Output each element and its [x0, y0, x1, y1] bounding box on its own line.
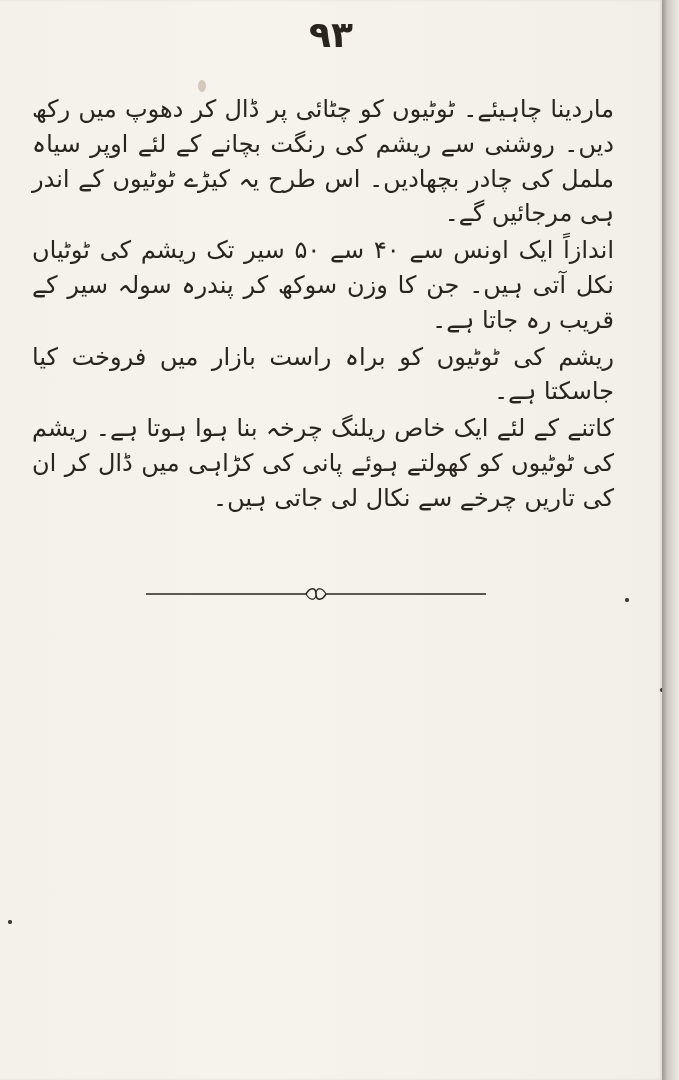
- paragraph-2: اندازاً ایک اونس سے ۴۰ سے ۵۰ سیر تک ریشم کی ٹوٹیاں نکل آتی ہیں۔ جن کا وزن سوکھ کر پندرہ سولہ سیر کے قریب رہ جاتا ہے۔: [32, 236, 614, 334]
- page-number: ۹۳: [309, 15, 353, 56]
- paragraph-3: ریشم کی ٹوٹیوں کو براہ راست بازار میں فروخت کیا جاسکتا ہے۔: [32, 342, 614, 406]
- paragraph-4: کاتنے کے لئے ایک خاص ریلنگ چرخہ بنا ہوا ہوتا ہے۔ ریشم کی ٹوٹیوں کو کھولتے ہوئے پانی کی کڑاہی میں ڈال کر ان کی تاریں چرخے سے نکال لی جاتی ہیں۔: [32, 414, 614, 512]
- section-divider-ornament: [146, 583, 486, 605]
- ink-dot: [625, 598, 629, 602]
- ink-dot: [8, 920, 12, 924]
- page-edge: [662, 0, 679, 1080]
- body-text: [32, 92, 614, 518]
- paragraph-1: ماردینا چاہیئے۔ ٹوٹیوں کو چٹائی پر ڈال کر دھوپ میں رکھ دیں۔ روشنی سے ریشم کی رنگت بچانے کے لئے اوپر سیاہ ململ کی چادر بچھادیں۔ اس طرح یہ کیڑے ٹوٹیوں کے اندر ہی مرجائیں گے۔: [32, 95, 614, 228]
- paper-speck: [198, 80, 206, 92]
